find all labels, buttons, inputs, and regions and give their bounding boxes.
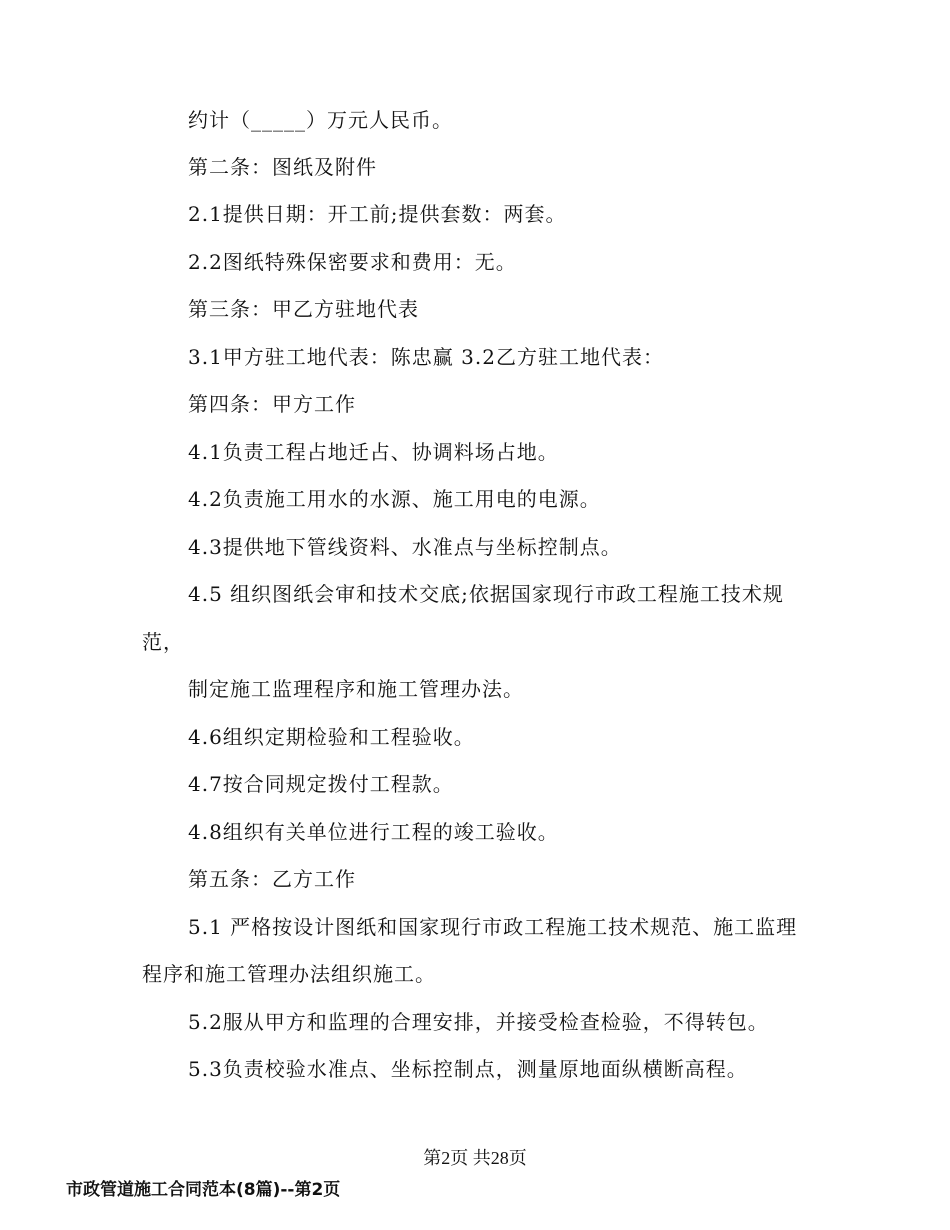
text-line: 4.3提供地下管线资料、水准点与坐标控制点。 bbox=[188, 535, 622, 559]
text-line: 5.3负责校验水准点、坐标控制点，测量原地面纵横断高程。 bbox=[188, 1057, 748, 1081]
text-line: 制定施工监理程序和施工管理办法。 bbox=[188, 677, 524, 701]
text-line: 2.1提供日期：开工前;提供套数：两套。 bbox=[188, 202, 567, 226]
text-line: 2.2图纸特殊保密要求和费用：无。 bbox=[188, 250, 517, 274]
text-line: 5.2服从甲方和监理的合理安排，并接受检查检验，不得转包。 bbox=[188, 1010, 769, 1034]
text-line: 4.2负责施工用水的水源、施工用电的电源。 bbox=[188, 487, 601, 511]
text-line: 4.6组织定期检验和工程验收。 bbox=[188, 725, 475, 749]
text-line: 4.7按合同规定拨付工程款。 bbox=[188, 772, 454, 796]
text-line: 5.1 严格按设计图纸和国家现行市政工程施工技术规范、施工监理 bbox=[188, 915, 798, 939]
text-line-continuation: 程序和施工管理办法组织施工。 bbox=[142, 962, 436, 986]
article-heading: 第五条：乙方工作 bbox=[188, 867, 356, 891]
article-heading: 第二条：图纸及附件 bbox=[188, 155, 377, 179]
text-line-continuation: 范， bbox=[142, 630, 184, 654]
text-line: 4.1负责工程占地迁占、协调料场占地。 bbox=[188, 440, 559, 464]
text-line: 约计（_____）万元人民币。 bbox=[188, 108, 453, 132]
text-line: 4.8组织有关单位进行工程的竣工验收。 bbox=[188, 820, 559, 844]
page-number: 第2页 共28页 bbox=[423, 1148, 527, 1168]
document-footer-title: 市政管道施工合同范本(8篇)--第2页 bbox=[66, 1180, 341, 1200]
article-heading: 第三条：甲乙方驻地代表 bbox=[188, 297, 419, 321]
text-line: 3.1甲方驻工地代表：陈忠赢 3.2乙方驻工地代表： bbox=[188, 345, 664, 369]
article-heading: 第四条：甲方工作 bbox=[188, 392, 356, 416]
text-line: 4.5 组织图纸会审和技术交底;依据国家现行市政工程施工技术规 bbox=[188, 582, 784, 606]
